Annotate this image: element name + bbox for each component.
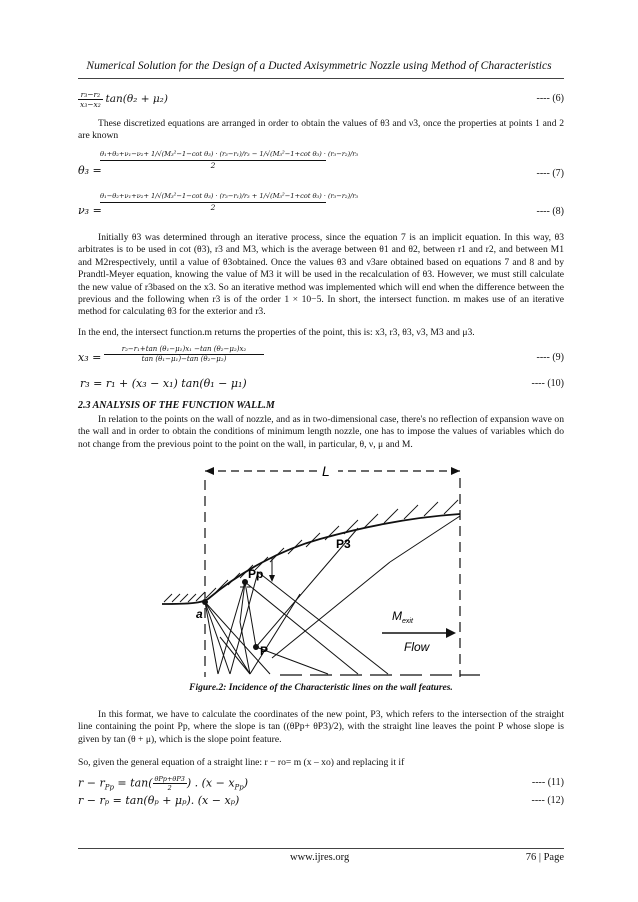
footer-page-number: 76 | Page bbox=[525, 852, 564, 863]
eq7-numerator: θ₁+θ₂+ν₁−ν₂+ 1/√(M₃²−1−cot θ₃) · (r₃−r₁)/r₃ − 1/√(M₃²−1+cot θ₃) · (r₃−r₂)/r₃ bbox=[100, 150, 326, 161]
label-p: P bbox=[260, 644, 269, 658]
paragraph-straight-line: So, given the general equation of a straight line: r − ro= m (x – xo) and replacing it if bbox=[78, 757, 405, 768]
paragraph-discretized: These discretized equations are arranged in order to obtain the values of θ3 and ν3, once the properties at points 1 and 2 are known bbox=[78, 118, 564, 142]
section-heading: 2.3 ANALYSIS OF THE FUNCTION WALL.M bbox=[78, 400, 275, 411]
eq8-number: ---- (8) bbox=[536, 206, 564, 217]
point-p bbox=[253, 644, 259, 650]
footer-rule bbox=[78, 848, 564, 849]
wall-hatching bbox=[164, 500, 458, 602]
label-p3: P3 bbox=[336, 537, 351, 551]
paragraph-intersect-returns: In the end, the intersect function.m returns the properties of the point, this is: x3, r3, θ3, ν3, M3 and μ3. bbox=[78, 327, 475, 338]
eq7-fraction bbox=[100, 150, 359, 170]
length-arrow-left bbox=[205, 467, 214, 475]
eq7-denominator: 2 bbox=[210, 161, 216, 170]
eq8-fraction bbox=[100, 192, 359, 212]
label-flow: Flow bbox=[404, 640, 430, 654]
equation-12 bbox=[78, 794, 564, 810]
paragraph-iterative: Initially θ3 was determined through an iterative process, since the equation 7 is an implicit equation. In this way, θ3 arbitrates is to be used in cot (θ3), r3 and M3, which is the average between θ1 and θ2, between r1 and r2, and between M1 and M2respectively, until a value of θ3obtained. Once the values θ3 and ν3are obtained based on equations 7 and 8 and by Prandtl-Meyer equation, knowing the value of M3 it will be used in the recalculation of θ3. However, we must still calculate the new value of r3based on the x3. So an iterative method was implemented which will end when the difference between the previous and the following when r3 is of the order 1 × 10−5. In short, the intersect function. m makes use of an iterative method for calculating θ3 for the exterior and r3. bbox=[78, 232, 564, 318]
label-pp: Pp bbox=[248, 567, 264, 581]
figure-nozzle-wall bbox=[160, 462, 480, 680]
equation-9 bbox=[78, 345, 564, 369]
equation-6 bbox=[78, 90, 564, 109]
flow-arrow-head bbox=[446, 628, 456, 638]
length-arrow-right bbox=[451, 467, 460, 475]
eq8-denominator: 2 bbox=[210, 203, 216, 212]
equation-10 bbox=[78, 377, 564, 393]
label-mexit: $M_{exit}$ bbox=[392, 609, 413, 625]
equation-8 bbox=[78, 192, 564, 228]
eq9-numerator: r₂−r₁+tan (θ₁−μ₁)x₁ −tan (θ₂−μ₂)x₂ bbox=[104, 345, 264, 355]
eq10-number: ---- (10) bbox=[531, 378, 564, 389]
footer-url[interactable]: www.ijres.org bbox=[290, 852, 350, 863]
figure-caption: Figure.2: Incidence of the Characteristic lines on the wall features. bbox=[189, 683, 453, 693]
equation-11 bbox=[78, 772, 564, 792]
eq6-lhs-fraction: $\frac{\text{r₃−r₂}}{\text{x₃−x₂}}$ bbox=[80, 90, 101, 109]
eq7-lhs: θ₃ = bbox=[78, 164, 102, 177]
eq9-number: ---- (9) bbox=[536, 352, 564, 363]
paragraph-format: In this format, we have to calculate the coordinates of the new point, P3, which refers to the intersection of the straight line containing the point Pp, where the slope is tan ((θPp+ θP3)/2), with the straight line leaves the point P whose slope is given by tan (θ + μ), which is the slope point feature. bbox=[78, 709, 564, 745]
nozzle-wall-contour bbox=[162, 514, 460, 604]
length-label: L bbox=[322, 463, 330, 479]
eq9-denominator: tan (θ₁−μ₁)−tan (θ₂−μ₂) bbox=[141, 355, 227, 363]
eq11-number: ---- (11) bbox=[531, 777, 564, 788]
eq8-numerator: θ₁−θ₂+ν₁+ν₂+ 1/√(M₃²−1−cot θ₃) · (r₃−r₁)/r₃ + 1/√(M₃²−1+cot θ₃) · (r₃−r₂)/r₃ bbox=[100, 192, 326, 203]
point-a bbox=[202, 599, 208, 605]
running-header: Numerical Solution for the Design of a Ducted Axisymmetric Nozzle using Method of Characteristics bbox=[86, 60, 552, 72]
eq9-lhs: x₃ = bbox=[78, 351, 102, 364]
paragraph-wall-points: In relation to the points on the wall of nozzle, and as in two-dimensional case, there's no reflection of expansion wave on the wall and in order to obtain the conditions of minimum length nozzle, one has to impose the values of variables which do not change from the previous point to the point on the wall, in particular, θ, ν, μ and M. bbox=[78, 414, 564, 450]
eq7-number: ---- (7) bbox=[536, 168, 564, 179]
eq9-fraction bbox=[104, 345, 264, 363]
eq11-text: $r - r_{Pp} = \tan$( $\frac{\text{θPp+θP3}}{2}$ ) . $(x - x_{Pp})$ bbox=[78, 775, 249, 792]
label-a: a bbox=[196, 607, 203, 621]
eq10-text: r₃ = r₁ + (x₃ − x₁) tan(θ₁ − μ₁) bbox=[80, 377, 247, 390]
eq12-text: r − rₚ = tan(θₚ + μₚ). (x − xₚ) bbox=[78, 794, 240, 807]
eq6-rhs: tan(θ₂ + μ₂) bbox=[105, 93, 168, 106]
eq6-number: ---- (6) bbox=[536, 93, 564, 104]
header-rule bbox=[78, 78, 564, 79]
eq8-lhs: ν₃ = bbox=[78, 204, 102, 217]
eq12-number: ---- (12) bbox=[531, 795, 564, 806]
equation-7 bbox=[78, 150, 564, 190]
